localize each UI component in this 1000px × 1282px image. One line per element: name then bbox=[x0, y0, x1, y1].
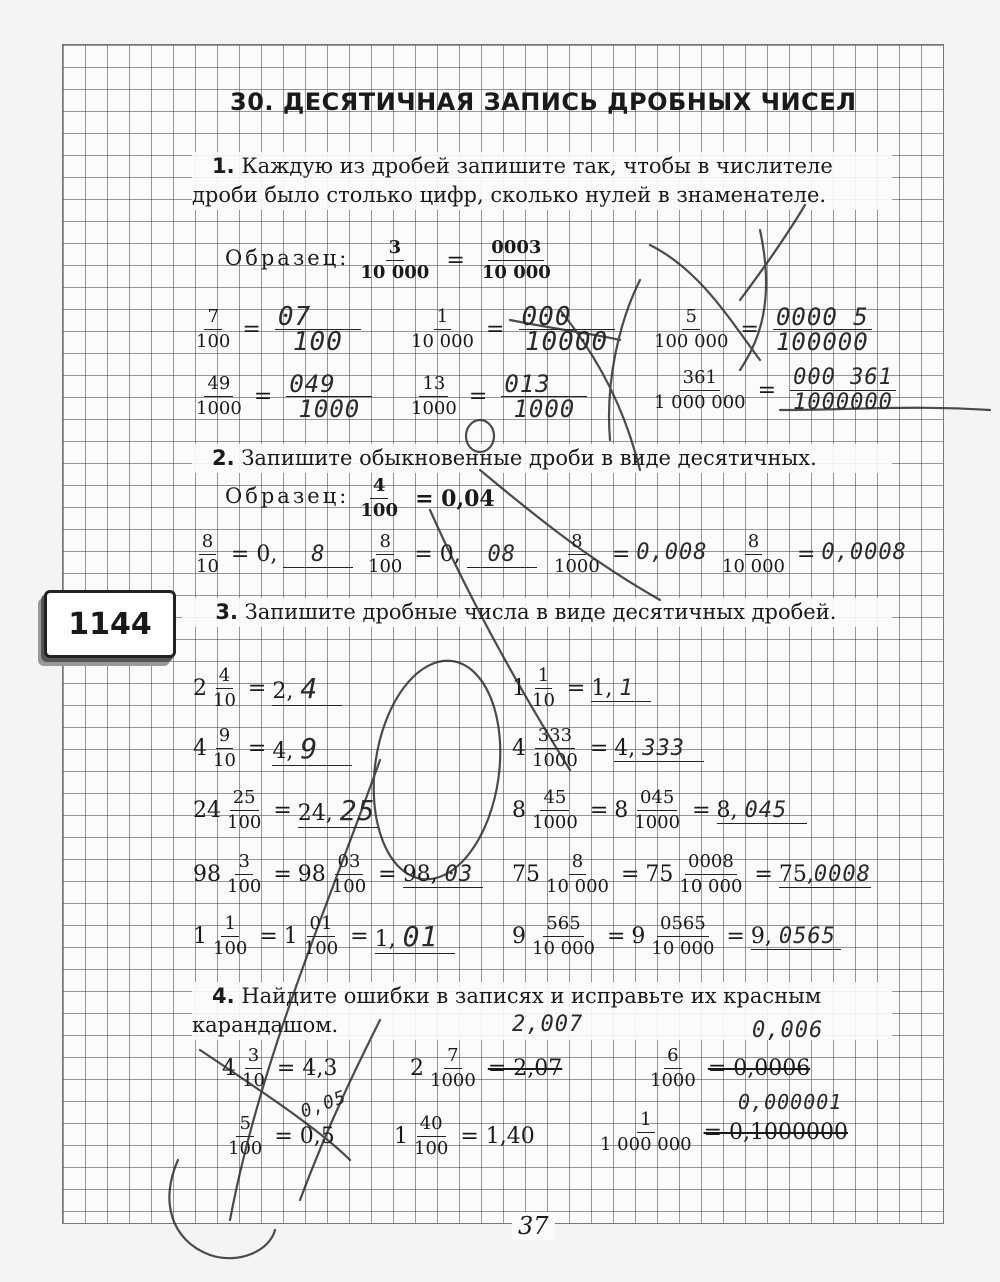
task-4-item: 2 $\frac{7}{1000}$ = 2,07 bbox=[410, 1045, 563, 1091]
task-3-item: 9 $\frac{565}{10 000}$ = 9 $\frac{0565}{10 000}$ = 9, 0565 bbox=[512, 912, 841, 961]
handwritten-answer: 07 bbox=[275, 305, 361, 330]
handwritten-answer: 08 bbox=[467, 542, 537, 568]
task-1-text bbox=[192, 152, 892, 210]
task-1-sample-label: Образец: bbox=[225, 246, 350, 270]
handwritten-answer: 000 361 bbox=[790, 366, 896, 391]
task-1-item: $\frac{49}{1000}$ = $\frac{049}{1000}$ bbox=[190, 372, 375, 421]
task-1-item: $\frac{1}{10 000}$ = $\frac{000}{10000}$ bbox=[405, 305, 618, 354]
handwritten-answer: 25 bbox=[339, 793, 376, 827]
handwritten-correction: 0,006 bbox=[752, 1018, 824, 1043]
task-1-item: $\frac{361}{1 000 000}$ = $\frac{000 361}{1000000}$ bbox=[648, 366, 899, 415]
task-4-item: $\frac{5}{100}$ = 0,5 bbox=[228, 1113, 335, 1159]
handwritten-correction: 0,05 bbox=[297, 1086, 350, 1123]
task-2-item: $\frac{8}{10 000}$ = 0,0008 bbox=[722, 531, 907, 577]
handwritten-answer: 0,0008 bbox=[821, 540, 907, 565]
task-3-item: 1 $\frac{1}{100}$ = 1 $\frac{01}{100}$ = 1, 01 bbox=[193, 912, 455, 961]
task-3-item: 75 $\frac{8}{10 000}$ = 75 $\frac{0008}{10 000}$ = 75,0008 bbox=[512, 851, 871, 897]
task-2-text bbox=[192, 444, 892, 473]
page-number: 37 bbox=[512, 1212, 555, 1240]
handwritten-answer: 03 bbox=[444, 861, 474, 887]
task-4-number: 4. bbox=[212, 984, 235, 1008]
page-title: 30. ДЕСЯТИЧНАЯ ЗАПИСЬ ДРОБНЫХ ЧИСЕЛ bbox=[230, 88, 857, 116]
handwritten-answer: 333 bbox=[642, 735, 685, 761]
task-3-instruction: Запишите дробные числа в виде десятичных дробей. bbox=[244, 600, 837, 624]
task-3-item: 1 $\frac{1}{10}$ = 1, 1 bbox=[512, 664, 651, 713]
handwritten-answer: 0008 bbox=[813, 861, 871, 887]
task-1-item: $\frac{5}{100 000}$ = $\frac{0000 5}{100000}$ bbox=[648, 305, 875, 354]
task-1-item: $\frac{13}{1000}$ = $\frac{013}{1000}$ bbox=[405, 372, 590, 421]
sample-fraction-result: $\frac{0003}{10 000}$ bbox=[481, 237, 551, 283]
task-2-sample: Образец: $\frac{4}{100}$ = 0,04 bbox=[225, 475, 495, 521]
exercise-number-badge: 1144 bbox=[44, 590, 176, 658]
handwritten-answer: 0565 bbox=[778, 923, 836, 949]
handwritten-answer: 0,008 bbox=[636, 540, 708, 565]
task-1-instruction: Каждую из дробей запишите так, чтобы в числителе дроби было столько цифр, сколько нулей в знаменателе. bbox=[192, 154, 833, 207]
handwritten-answer: 045 bbox=[744, 797, 788, 823]
handwritten-answer: 000 bbox=[519, 305, 615, 330]
task-4-item: 4 $\frac{3}{10}$ = 4,3 bbox=[222, 1045, 338, 1091]
task-4-item: $\frac{1}{1 000 000}$ = 0,1000000 bbox=[600, 1109, 849, 1155]
task-2-number: 2. bbox=[212, 446, 235, 470]
handwritten-answer: 9 bbox=[300, 731, 319, 765]
task-3-item: 8 $\frac{45}{1000}$ = 8 $\frac{045}{1000}$ = 8, 045 bbox=[512, 786, 807, 835]
task-3-item: 4 $\frac{333}{1000}$ = 4, 333 bbox=[512, 724, 704, 773]
handwritten-answer: 1 bbox=[619, 675, 634, 701]
handwritten-answer: 013 bbox=[501, 372, 587, 397]
task-2-item: $\frac{8}{1000}$ = 0,008 bbox=[554, 531, 708, 577]
task-2-item: $\frac{8}{100}$ = 0, 08 bbox=[362, 530, 537, 579]
task-3-item: 4 $\frac{9}{10}$ = 4, 9 bbox=[193, 724, 352, 773]
handwritten-answer: 049 bbox=[286, 372, 372, 397]
handwritten-answer: 4 bbox=[300, 671, 319, 705]
task-1-item: $\frac{7}{100}$ = $\frac{07}{100}$ bbox=[190, 305, 364, 354]
task-3-text bbox=[182, 598, 892, 627]
task-1-sample: Образец: $\frac{3}{10 000}$ = $\frac{0003}{10 000}$ bbox=[225, 236, 557, 285]
handwritten-answer: 0000 5 bbox=[773, 305, 872, 330]
handwritten-answer: 01 bbox=[402, 919, 439, 953]
task-3-item: 2 $\frac{4}{10}$ = 2, 4 bbox=[193, 664, 342, 713]
sample-fraction: $\frac{3}{10 000}$ bbox=[360, 237, 430, 283]
task-3-item: 24 $\frac{25}{100}$ = 24, 25 bbox=[193, 786, 378, 835]
task-1-number: 1. bbox=[212, 154, 235, 178]
task-2-item: $\frac{8}{10}$ = 0, 8 bbox=[190, 530, 353, 579]
handwritten-correction: 2,007 bbox=[512, 1012, 584, 1037]
task-3-number: 3. bbox=[215, 600, 238, 624]
handwritten-correction: 0,000001 bbox=[738, 1090, 843, 1114]
task-4-instruction: Найдите ошибки в записях и исправьте их красным карандашом. bbox=[192, 984, 822, 1037]
task-3-item: 98 $\frac{3}{100}$ = 98 $\frac{03}{100}$ = 98, 03 bbox=[193, 850, 483, 899]
task-2-instruction: Запишите обыкновенные дроби в виде десятичных. bbox=[241, 446, 817, 470]
task-4-item: $\frac{6}{1000}$ = 0,0006 bbox=[650, 1045, 811, 1091]
handwritten-answer: 8 bbox=[283, 542, 353, 568]
task-4-item: 1 $\frac{40}{100}$ = 1,40 bbox=[394, 1113, 535, 1159]
